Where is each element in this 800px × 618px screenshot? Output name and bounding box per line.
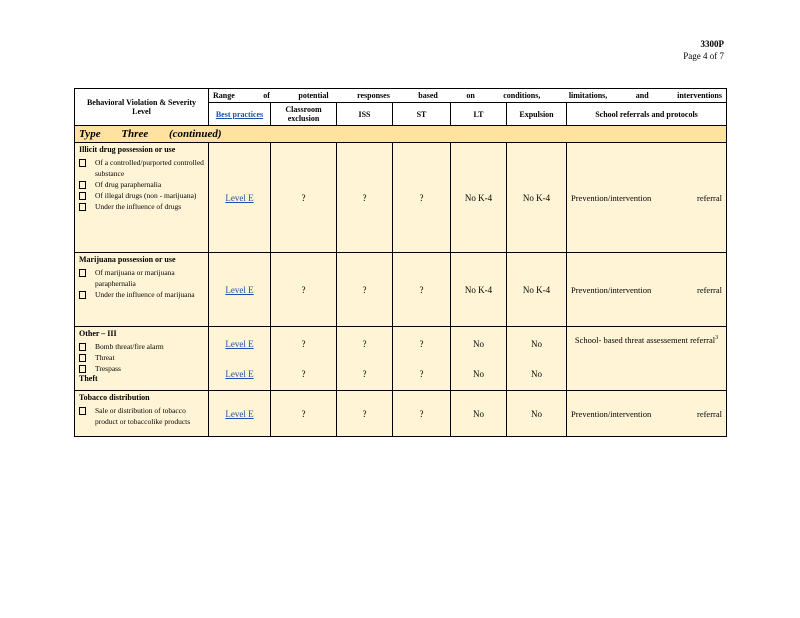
st-cell-theft: ? — [419, 368, 424, 379]
violation-cell — [75, 327, 209, 391]
col-behavioral-header: Behavioral Violation & Severity Level — [75, 89, 209, 126]
header-row-1 — [75, 89, 727, 103]
bullet-icon — [79, 269, 86, 277]
st-cell: ? — [393, 253, 451, 327]
bullet-icon — [79, 354, 86, 362]
list-item: Of a controlled/purported controlled substance — [79, 157, 204, 179]
footnote-marker: 3 — [715, 335, 719, 342]
referral-cell: Prevention/intervention referral — [567, 143, 727, 253]
violation-title: Other – III — [79, 329, 117, 338]
iss-cell-theft: ? — [362, 368, 367, 379]
violation-title: Marijuana possession or use — [79, 255, 176, 264]
bullet-icon — [79, 365, 86, 373]
lt-cell-theft: No — [473, 368, 484, 379]
bullet-icon — [79, 407, 86, 415]
page-header — [683, 38, 724, 62]
col-classroom-header: Classroom exclusion — [271, 103, 337, 126]
lt-cell: No K-4 — [451, 253, 507, 327]
bullet-icon — [79, 291, 86, 299]
violation-cell — [75, 143, 209, 253]
classroom-cell: ? — [271, 143, 337, 253]
list-item: Of illegal drugs (non - marijuana) — [79, 190, 204, 201]
classroom-cell-theft: ? — [301, 368, 306, 379]
classroom-cell: ? — [271, 391, 337, 437]
list-item: Sale or distribution of tobacco product or tobaccolike products — [79, 405, 204, 427]
type-level: Three — [121, 128, 149, 140]
type-label: Type — [79, 128, 101, 140]
col-referrals-header: School referrals and protocols — [567, 103, 727, 126]
table-row — [75, 253, 727, 327]
referral-text: School- based threat assessement referral — [574, 335, 716, 345]
iss-cell: ? — [337, 391, 393, 437]
violation-title: Tobacco distribution — [79, 393, 150, 402]
iss-cell: ? — [337, 143, 393, 253]
expulsion-cell-theft: No — [531, 368, 542, 379]
type-suffix: (continued) — [168, 128, 222, 140]
best-practice-link[interactable]: Level E — [225, 338, 254, 349]
st-cell: ? — [393, 143, 451, 253]
list-item: Trespass — [79, 363, 204, 374]
responses-table — [74, 88, 727, 437]
violation-cell — [75, 253, 209, 327]
col-lt-header: LT — [451, 103, 507, 126]
expulsion-cell: No K-4 — [507, 253, 567, 327]
expulsion-cell: No — [531, 338, 542, 349]
list-item: Threat — [79, 352, 204, 363]
bullet-icon — [79, 192, 86, 200]
classroom-cell: ? — [301, 338, 306, 349]
table-row — [75, 143, 727, 253]
page-number: Page 4 of 7 — [683, 51, 724, 61]
col-expulsion-header: Expulsion — [507, 103, 567, 126]
st-cell: ? — [419, 338, 424, 349]
list-item: Bomb threat/fire alarm — [79, 341, 204, 352]
list-item: Of drug paraphernalia — [79, 179, 204, 190]
iss-cell: ? — [362, 338, 367, 349]
violation-title: Illicit drug possession or use — [79, 145, 176, 154]
bullet-icon — [79, 203, 86, 211]
violation-title-theft: Theft — [79, 374, 98, 383]
expulsion-cell: No K-4 — [507, 143, 567, 253]
lt-cell: No K-4 — [451, 143, 507, 253]
table-row — [75, 327, 727, 391]
col-st-header: ST — [393, 103, 451, 126]
referral-cell: Prevention/intervention referral — [567, 391, 727, 437]
referral-cell: Prevention/intervention referral — [567, 253, 727, 327]
col-iss-header: ISS — [337, 103, 393, 126]
iss-cell: ? — [337, 253, 393, 327]
best-practice-link[interactable]: Level E — [209, 143, 271, 253]
best-practice-link-theft[interactable]: Level E — [225, 368, 254, 379]
list-item: Of marijuana or marijuana paraphernalia — [79, 267, 204, 289]
col-range-header: Range of potential responses based on conditions, limitations, and interventions — [209, 89, 727, 103]
lt-cell: No — [451, 391, 507, 437]
bullet-icon — [79, 343, 86, 351]
policy-code: 3300P — [700, 39, 724, 49]
violation-cell — [75, 391, 209, 437]
best-practice-link[interactable]: Level E — [209, 253, 271, 327]
st-cell: ? — [393, 391, 451, 437]
best-practices-link[interactable]: Best practices — [215, 109, 264, 119]
type-three-row — [75, 126, 727, 143]
referral-cell — [567, 327, 727, 391]
best-practice-link[interactable]: Level E — [209, 391, 271, 437]
list-item: Under the influence of marijuana — [79, 289, 204, 300]
bullet-icon — [79, 181, 86, 189]
table-row — [75, 391, 727, 437]
classroom-cell: ? — [271, 253, 337, 327]
lt-cell: No — [473, 338, 484, 349]
expulsion-cell: No — [507, 391, 567, 437]
list-item: Under the influence of drugs — [79, 201, 204, 212]
bullet-icon — [79, 159, 86, 167]
